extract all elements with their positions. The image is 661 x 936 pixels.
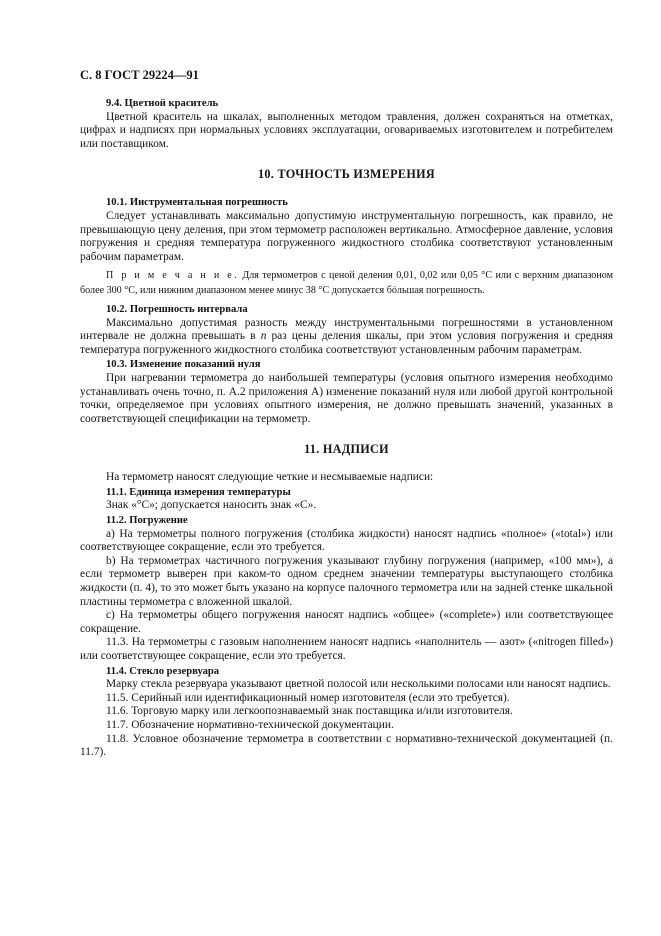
section-11-1-title: 11.1. Единица измерения температуры: [106, 486, 291, 498]
section-10-2-text: [80, 317, 613, 358]
section-11-4-title: 11.4. Стекло резервуара: [106, 665, 220, 677]
section-10-2-text-a: Максимально допустимая разность между инструментальными погрешностями в установленном интервале не должна превышать в: [80, 316, 613, 343]
section-10-1-title: 10.1. Инструментальная погрешность: [106, 197, 288, 209]
section-10-heading: 10. ТОЧНОСТЬ ИЗМЕРЕНИЯ: [258, 167, 435, 182]
section-11-2-a: а) На термометры полного погружения (столбика жидкости) наносят надпись «полное» («total») или соответствующее сокращение, если это требуется.: [80, 527, 613, 554]
section-11-2-c: с) На термометры общего погружения наносят надпись «общее» («complete») или соответствующее сокращение.: [80, 609, 613, 635]
section-10-1-text: Следует устанавливать максимально допустимую инструментальную погрешность, как правило, не превышающую цену деления, при этом термометр расположен вертикально. Атмосферное давление, условия погружения и средняя температура погруженного жидкостного столбика соответствуют установленным рабочим параметрам.: [80, 209, 613, 263]
section-11-2-title: 11.2. Погружение: [106, 515, 188, 527]
section-11-3: 11.3. На термометры с газовым наполнением наносят надпись «наполнитель — азот» («nitrogen filled») или соответствующее сокращение, если это требуется.: [80, 636, 613, 662]
section-11-6: 11.6. Торговую марку или легкоопознаваемый знак поставщика и/или изготовителя.: [106, 705, 513, 718]
section-10-2-text-b: раз цены деления шкалы, при этом условия погружения и средняя температура погруженного жидкостного столбика соответствуют установленным рабочим параметрам.: [80, 330, 613, 356]
section-11-1-text: Знак «°С»; допускается наносить знак «С».: [106, 499, 317, 512]
note-text: Для термометров с ценой деления 0,01, 0,02 или 0,05 °С или с верхним диапазоном более 300 °С, или нижним диапазоном менее минус 38 °С допускается бóльшая погрешность.: [80, 270, 613, 297]
section-11-8: 11.8. Условное обозначение термометра в соответствии с нормативно-технической документацией (п. 11.7).: [80, 732, 613, 759]
section-11-5: 11.5. Серийный или идентификационный номер изготовителя (если это требуется).: [106, 691, 510, 704]
section-10-2-title: 10.2. Погрешность интервала: [106, 303, 248, 315]
note: [80, 269, 613, 299]
section-11-heading: 11. НАДПИСИ: [304, 442, 389, 457]
section-10-2-n: n: [260, 330, 267, 343]
note-label: П р и м е ч а н и е.: [106, 270, 239, 282]
section-11-7: 11.7. Обозначение нормативно-технической документации.: [106, 718, 394, 731]
section-10-3-title: 10.3. Изменение показаний нуля: [106, 359, 261, 371]
section-11-4-text: Марку стекла резервуара указывают цветной полосой или несколькими полосами или наносят надпись.: [106, 678, 611, 691]
section-11-2-b: b) На термометрах частичного погружения указывают глубину погружения (например, «100 мм»), а если термометр выверен при каком-то одном среднем значении температуры выступающего столбика жидкости (п. 4), то это может быть указано на корпусе палочного термометра или на задней стенке шкальной пластины термометра с вложенной шкалой.: [80, 554, 613, 608]
section-9-4-text: Цветной краситель на шкалах, выполненных методом травления, должен сохраняться на отметках, цифрах и надписях при нормальных условиях эксплуатации, оговариваемых изготовителем и потребителем или поставщиком.: [80, 110, 613, 150]
document-page: [80, 68, 613, 760]
section-9-4-title: 9.4. Цветной краситель: [106, 98, 219, 109]
section-11-intro: На термометр наносят следующие четкие и несмываемые надписи:: [106, 471, 434, 484]
section-10-3-text: При нагревании термометра до наибольшей температуры (условия опытного измерения необходимо устанавливать очень точно, п. А.2 приложения А) изменение показаний нуля или любой другой контрольной точки, определяемое при условиях опытного измерения, не должно превышать значений, указанных в соответствующей спецификации на термометр.: [80, 371, 613, 425]
page-header: С. 8 ГОСТ 29224—91: [80, 68, 199, 82]
